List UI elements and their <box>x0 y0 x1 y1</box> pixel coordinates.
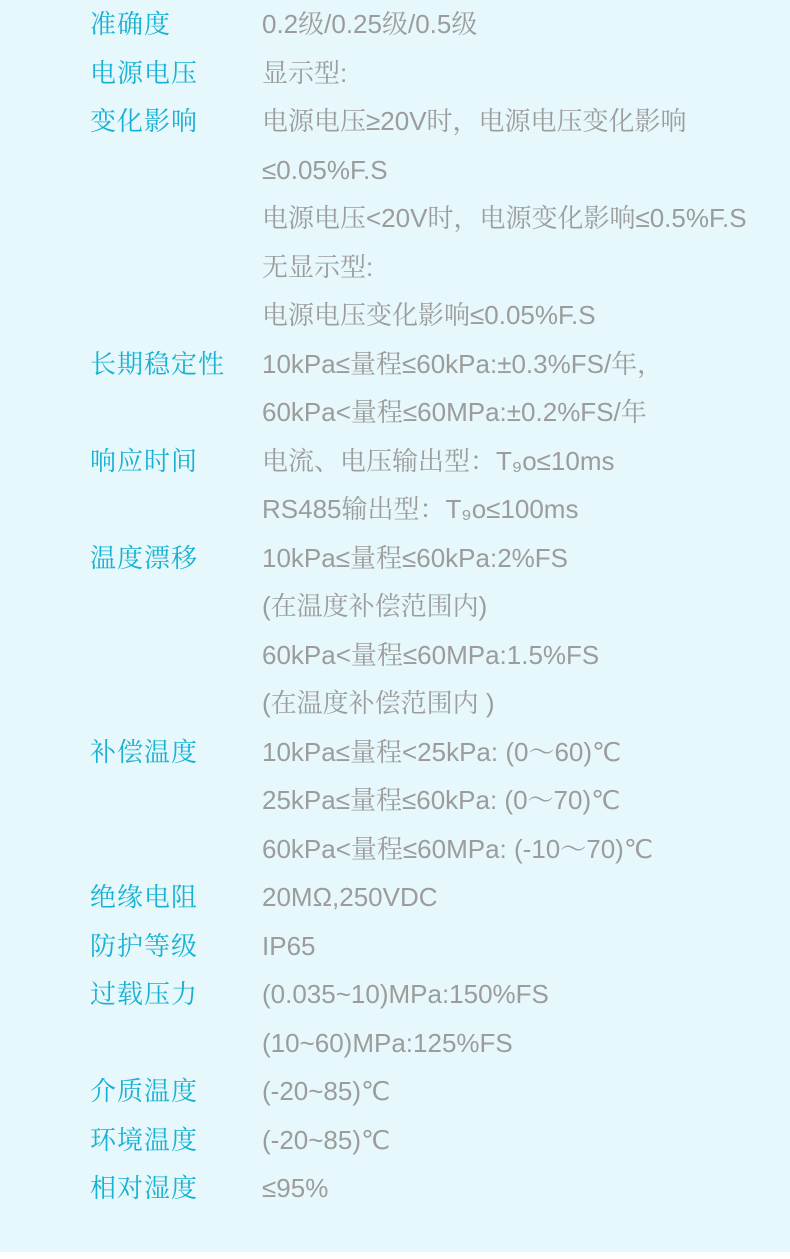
spec-value-column <box>262 970 790 1067</box>
spec-label-column <box>90 873 262 922</box>
spec-value-column <box>262 534 790 728</box>
spec-value-column <box>262 437 790 534</box>
spec-label-column <box>90 340 262 389</box>
spec-value: 电流、电压输出型：T₉o≤10ms <box>262 445 615 476</box>
spec-row <box>90 1067 790 1116</box>
spec-value: 10kPa≤量程≤60kPa:2%FS <box>262 542 569 573</box>
spec-label: 电源电压 <box>90 57 199 88</box>
spec-row <box>90 1116 790 1165</box>
spec-row <box>90 1164 790 1213</box>
spec-value-column <box>262 1164 790 1213</box>
spec-label: 准确度 <box>90 9 172 39</box>
spec-value-column <box>262 0 790 49</box>
spec-label-column <box>90 1116 262 1165</box>
spec-label: 温度漂移 <box>90 542 199 573</box>
spec-row <box>90 0 790 49</box>
spec-value-column <box>262 340 790 437</box>
spec-label-column <box>90 437 262 486</box>
spec-value-column <box>262 1116 790 1165</box>
spec-label: 补偿温度 <box>90 736 199 767</box>
spec-value-column <box>262 922 790 971</box>
spec-label: 介质温度 <box>90 1076 199 1106</box>
spec-row <box>90 437 790 534</box>
spec-value: 60kPa<量程≤60MPa:±0.2%FS/年 <box>262 397 647 427</box>
spec-value: 10kPa≤量程≤60kPa:±0.3%FS/年， <box>262 348 664 379</box>
spec-value: 0.2级/0.25级/0.5级 <box>262 9 478 39</box>
spec-label-column <box>90 534 262 583</box>
spec-value: RS485输出型：T₉o≤100ms <box>262 494 579 524</box>
spec-label-column <box>90 0 262 49</box>
spec-row <box>90 534 790 728</box>
spec-label: 绝缘电阻 <box>90 882 199 912</box>
spec-value: 无显示型: <box>262 251 374 282</box>
spec-row <box>90 922 790 971</box>
spec-value: (-20~85)℃ <box>262 1124 391 1155</box>
spec-value: (0.035~10)MPa:150%FS <box>262 979 549 1009</box>
spec-value: ≤0.05%F.S <box>262 154 388 185</box>
spec-value: 60kPa<量程≤60MPa:1.5%FS <box>262 639 600 670</box>
spec-value: IP65 <box>262 930 316 961</box>
spec-row <box>90 49 790 340</box>
spec-value: (10~60)MPa:125%FS <box>262 1027 513 1058</box>
spec-label-column <box>90 970 262 1019</box>
spec-row <box>90 873 790 922</box>
spec-label: 变化影响 <box>90 106 199 136</box>
spec-value: 10kPa≤量程<25kPa: (0～60)℃ <box>262 736 622 767</box>
spec-value: (-20~85)℃ <box>262 1076 391 1106</box>
spec-row <box>90 728 790 874</box>
spec-table <box>90 0 790 1213</box>
spec-label: 过载压力 <box>90 979 199 1009</box>
spec-value: (在温度补偿范围内 ) <box>262 688 495 718</box>
spec-value: 电源电压≥20V时，电源电压变化影响 <box>262 106 687 136</box>
spec-value: ≤95% <box>262 1173 329 1203</box>
spec-value: (在温度补偿范围内) <box>262 591 488 621</box>
spec-value: 显示型: <box>262 57 348 88</box>
spec-value-column <box>262 1067 790 1116</box>
spec-row <box>90 970 790 1067</box>
spec-label-column <box>90 49 262 146</box>
spec-value-column <box>262 49 790 340</box>
spec-label: 防护等级 <box>90 930 199 961</box>
spec-value: 电源电压变化影响≤0.05%F.S <box>262 300 596 330</box>
spec-label-column <box>90 1164 262 1213</box>
spec-label-column <box>90 922 262 971</box>
spec-value: 20MΩ,250VDC <box>262 882 438 912</box>
spec-value-column <box>262 873 790 922</box>
spec-label-column <box>90 728 262 777</box>
spec-value: 25kPa≤量程≤60kPa: (0～70)℃ <box>262 785 621 815</box>
spec-value: 电源电压<20V时，电源变化影响≤0.5%F.S <box>262 203 747 233</box>
spec-value-column <box>262 728 790 874</box>
spec-label: 相对湿度 <box>90 1173 199 1203</box>
spec-row <box>90 340 790 437</box>
spec-label-column <box>90 1067 262 1116</box>
spec-label: 长期稳定性 <box>90 348 226 379</box>
footer-divider-strip <box>0 1252 790 1259</box>
spec-label: 响应时间 <box>90 445 199 476</box>
spec-value: 60kPa<量程≤60MPa: (-10～70)℃ <box>262 833 654 864</box>
spec-label: 环境温度 <box>90 1124 199 1155</box>
